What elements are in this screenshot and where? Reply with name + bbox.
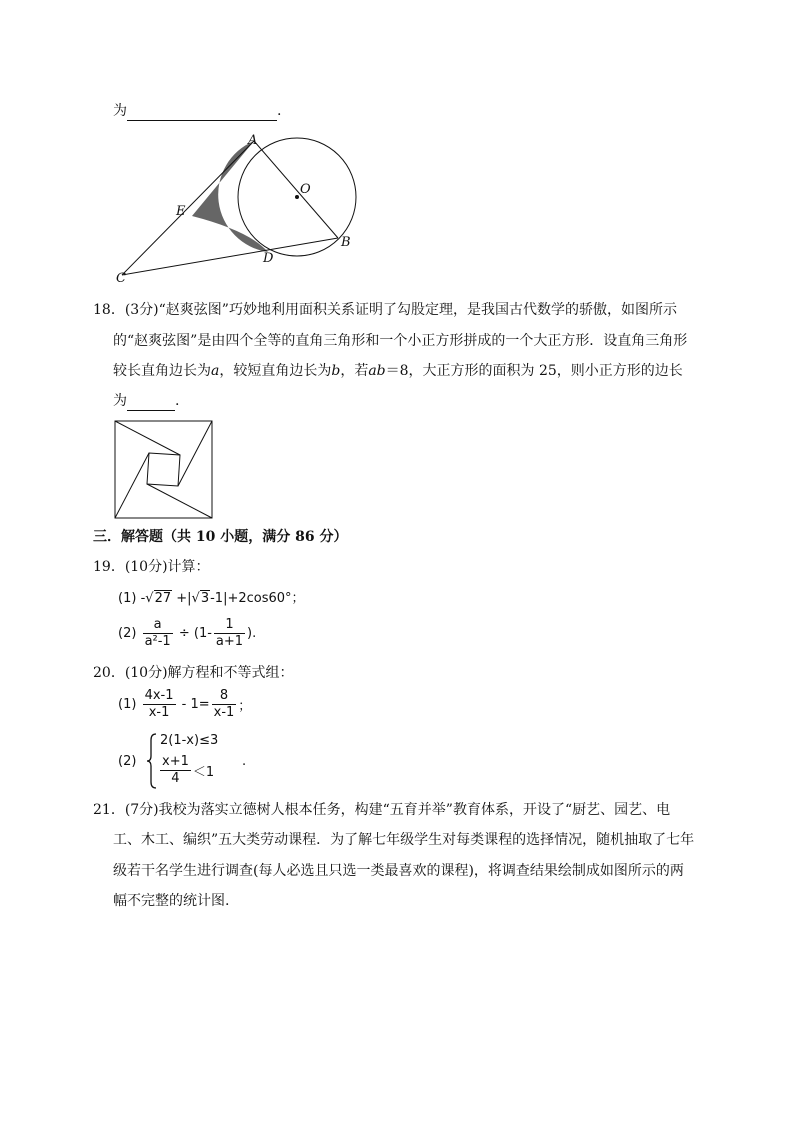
q20-sys-num: x+1: [162, 754, 189, 769]
q19-p2-end: ).: [247, 626, 257, 641]
var-ab: ab: [368, 363, 386, 379]
q19-p1-rest: -1|+2cos60°；: [210, 591, 305, 606]
q19-part2: [118, 617, 256, 650]
q20-fraction-1: [143, 688, 176, 721]
q19-p2-label: (2): [118, 626, 137, 641]
q17-answer-blank[interactable]: [127, 106, 277, 121]
q20-inequality-1: 2(1-x)≤3: [160, 733, 219, 748]
shaded-region: [192, 141, 268, 252]
q20-fraction-2: [212, 688, 237, 721]
q19-fraction-2: [214, 617, 245, 650]
q20-p1-mid: - 1=: [181, 697, 210, 712]
triangle-edge-1: [115, 421, 180, 455]
q17-prefix: 为: [113, 103, 127, 119]
q18-line3: [113, 361, 683, 381]
q19-p1-neg: -: [140, 591, 146, 606]
q20-part2: [118, 732, 258, 792]
q19-fraction-1: [143, 617, 173, 650]
q17-suffix: .: [277, 103, 282, 119]
line-cb: [122, 238, 338, 275]
sqrt-27: 27: [154, 591, 172, 606]
q20-inequality-2: [158, 754, 214, 787]
outer-square: [115, 421, 212, 518]
sqrt-3: 3: [200, 591, 210, 606]
q21-line4: 幅不完整的统计图.: [113, 893, 230, 909]
triangle-edge-2: [178, 421, 212, 486]
q19-head: 19．(10分)计算：: [93, 559, 210, 575]
q19-part1: (1) -√27 +|√3-1|+2cos60°；: [118, 591, 305, 606]
diameter-ab: [254, 141, 338, 238]
q19-p2-div: ÷ (1-: [178, 626, 212, 641]
q20-p1-end: ；: [238, 699, 252, 714]
q20-sys-fraction: [160, 754, 191, 787]
q18-line2: 的“赵爽弦图”是由四个全等的直角三角形和一个小正方形拼成的一个大正方形．设直角三角形: [113, 333, 688, 349]
q20-part1: [118, 688, 251, 721]
q18-line3-a: 较长直角边长为: [113, 363, 211, 379]
q20-p2-label: (2): [118, 754, 137, 769]
q20-p2-end: .: [242, 754, 247, 769]
section-3-title: 三．解答题（共 10 小题，满分 86 分）: [93, 529, 348, 545]
q17-circle-figure: [110, 128, 370, 286]
label-o: O: [300, 182, 311, 197]
triangle-edge-4: [115, 453, 149, 518]
label-d: D: [263, 251, 274, 266]
q18-line4: [113, 391, 179, 411]
inner-square: [147, 453, 180, 486]
q18-line4-suffix: .: [175, 393, 180, 409]
q21-line2: 工、木工、编织”五大类劳动课程．为了解七年级学生对每类课程的选择情况，随机抽取了七年: [113, 832, 695, 848]
zhao-shuang-figure: [114, 420, 214, 520]
label-b: B: [341, 235, 351, 250]
triangle-edge-3: [147, 484, 212, 518]
center-o-dot: [295, 195, 299, 199]
label-c: C: [116, 271, 126, 286]
q18-line4-prefix: 为: [113, 393, 127, 409]
q18-line3-d: ＝8，大正方形的面积为 25，则小正方形的边长: [385, 363, 683, 379]
q20-frac1-num: 4x-1: [144, 688, 174, 703]
q17-answer-line: [113, 101, 281, 121]
q18-line1: 18．(3分)“赵爽弦图”巧妙地利用面积关系证明了勾股定理，是我国古代数学的骄傲，如图所示: [93, 302, 677, 318]
var-b: b: [331, 363, 341, 379]
q18-line3-c: ，若: [340, 363, 369, 379]
q19-frac1-den: a²-1: [144, 634, 171, 649]
q19-frac2-num: 1: [214, 617, 245, 634]
q20-head: 20．(10分)解方程和不等式组：: [93, 665, 294, 681]
q20-sys-den: 4: [171, 771, 180, 786]
q20-p1-label: (1): [118, 697, 137, 712]
q19-p1-label: (1): [118, 591, 137, 606]
q20-frac1-den: x-1: [148, 705, 170, 720]
var-a: a: [211, 363, 220, 379]
q20-frac2-num: 8: [212, 688, 237, 705]
q21-line1: 21．(7分)我校为落实立德树人根本任务，构建“五育并举”教育体系，开设了“厨艺、园艺、电: [93, 802, 671, 818]
q20-frac2-den: x-1: [213, 705, 235, 720]
system-brace: [146, 732, 158, 790]
q21-line3: 级若干名学生进行调查(每人必选且只选一类最喜欢的课程)，将调查结果绘制成如图所示的两: [113, 863, 684, 879]
label-a: A: [248, 133, 258, 148]
q18-line3-b: ，较短直角边长为: [219, 363, 332, 379]
label-e: E: [176, 204, 186, 219]
line-ac: [122, 141, 254, 275]
q20-sys-rel: ＜1: [192, 765, 215, 780]
q19-frac1-num: a: [143, 617, 173, 634]
q19-p1-plus: +|: [176, 591, 192, 606]
q18-answer-blank[interactable]: [127, 396, 175, 411]
q19-frac2-den: a+1: [215, 634, 244, 649]
